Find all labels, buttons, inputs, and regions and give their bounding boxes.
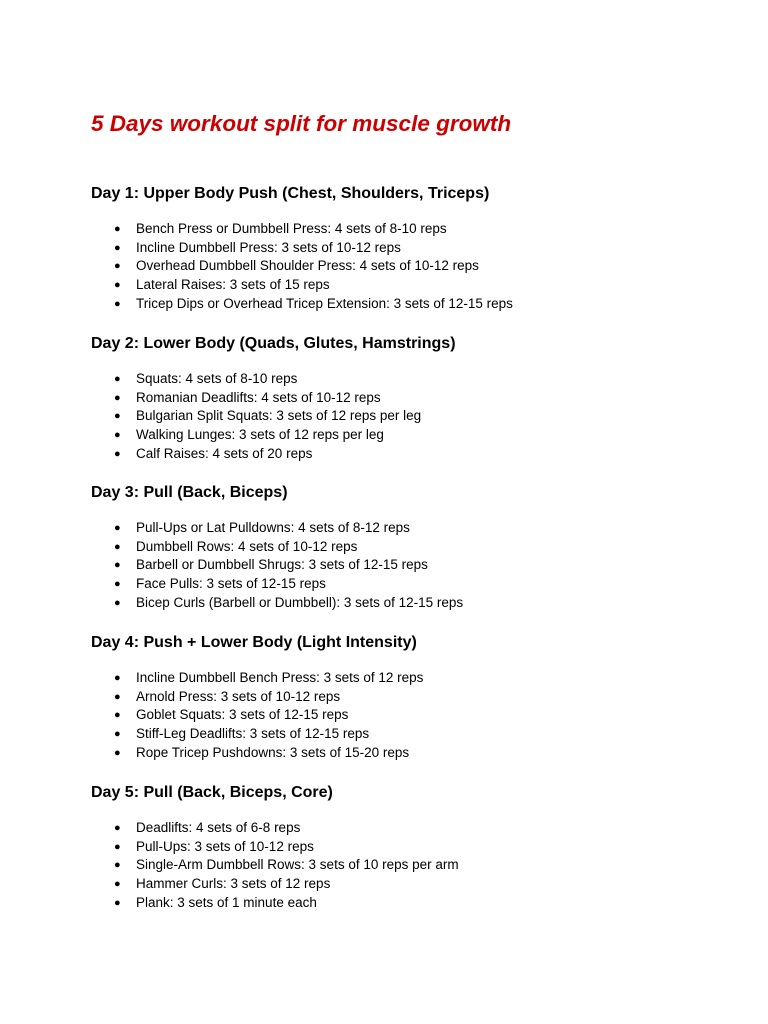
bullet-icon: ● <box>114 672 121 684</box>
exercise-text: Bulgarian Split Squats: 3 sets of 12 reps per leg <box>136 408 422 424</box>
day-heading: Day 2: Lower Body (Quads, Glutes, Hamstrings) <box>91 335 456 352</box>
exercise-text: Incline Dumbbell Press: 3 sets of 10-12 reps <box>136 239 401 255</box>
exercise-text: Romanian Deadlifts: 4 sets of 10-12 reps <box>136 389 381 405</box>
exercise-text: Barbell or Dumbbell Shrugs: 3 sets of 12-15 reps <box>136 557 428 573</box>
document-title: 5 Days workout split for muscle growth <box>91 111 512 136</box>
day-heading: Day 4: Push + Lower Body (Light Intensity) <box>91 634 417 651</box>
exercise-text: Plank: 3 sets of 1 minute each <box>136 894 317 910</box>
exercise-text: Arnold Press: 3 sets of 10-12 reps <box>136 688 341 704</box>
exercise-text: Hammer Curls: 3 sets of 12 reps <box>136 876 331 892</box>
exercise-text: Overhead Dumbbell Shoulder Press: 4 sets of 10-12 reps <box>136 258 479 274</box>
exercise-text: Dumbbell Rows: 4 sets of 10-12 reps <box>136 538 358 554</box>
bullet-icon: ● <box>114 540 121 553</box>
exercise-text: Rope Tricep Pushdowns: 3 sets of 15-20 reps <box>136 744 410 760</box>
day-heading: Day 5: Pull (Back, Biceps, Core) <box>91 784 333 801</box>
exercise-text: Pull-Ups or Lat Pulldowns: 4 sets of 8-12 reps <box>136 520 410 535</box>
bullet-icon: ● <box>114 429 121 442</box>
day-heading: Day 3: Pull (Back, Biceps) <box>91 484 288 501</box>
bullet-icon: ● <box>114 522 121 534</box>
bullet-icon: ● <box>114 859 121 872</box>
bullet-icon: ● <box>114 896 121 909</box>
bullet-icon: ● <box>114 746 121 759</box>
bullet-icon: ● <box>114 279 121 292</box>
exercise-text: Tricep Dips or Overhead Tricep Extension: 3 sets of 12-15 reps <box>136 295 513 311</box>
bullet-icon: ● <box>114 878 121 891</box>
bullet-icon: ● <box>114 596 121 609</box>
bullet-icon: ● <box>114 822 121 834</box>
exercise-text: Goblet Squats: 3 sets of 12-15 reps <box>136 707 349 723</box>
exercise-text: Walking Lunges: 3 sets of 12 reps per leg <box>136 427 384 443</box>
bullet-icon: ● <box>114 297 121 310</box>
bullet-icon: ● <box>114 559 121 572</box>
exercise-text: Bicep Curls (Barbell or Dumbbell): 3 sets of 12-15 reps <box>136 594 464 610</box>
exercise-text: Single-Arm Dumbbell Rows: 3 sets of 10 reps per arm <box>136 857 459 873</box>
exercise-text: Squats: 4 sets of 8-10 reps <box>136 371 298 386</box>
bullet-icon: ● <box>114 728 121 741</box>
bullet-icon: ● <box>114 391 121 404</box>
exercise-text: Calf Raises: 4 sets of 20 reps <box>136 445 313 461</box>
exercise-text: Stiff-Leg Deadlifts: 3 sets of 12-15 reps <box>136 726 370 742</box>
bullet-icon: ● <box>114 709 121 722</box>
bullet-icon: ● <box>114 373 121 385</box>
exercise-text: Deadlifts: 4 sets of 6-8 reps <box>136 820 301 835</box>
bullet-icon: ● <box>114 223 121 235</box>
exercise-text: Pull-Ups: 3 sets of 10-12 reps <box>136 838 314 854</box>
bullet-icon: ● <box>114 578 121 591</box>
bullet-icon: ● <box>114 840 121 853</box>
day-heading: Day 1: Upper Body Push (Chest, Shoulders, Triceps) <box>91 185 490 202</box>
exercise-text: Bench Press or Dumbbell Press: 4 sets of 8-10 reps <box>136 221 447 236</box>
exercise-text: Lateral Raises: 3 sets of 15 reps <box>136 277 330 293</box>
bullet-icon: ● <box>114 410 121 423</box>
exercise-text: Incline Dumbbell Bench Press: 3 sets of 12 reps <box>136 670 424 685</box>
bullet-icon: ● <box>114 447 121 460</box>
bullet-icon: ● <box>114 241 121 254</box>
exercise-text: Face Pulls: 3 sets of 12-15 reps <box>136 576 326 592</box>
bullet-icon: ● <box>114 260 121 273</box>
bullet-icon: ● <box>114 690 121 703</box>
